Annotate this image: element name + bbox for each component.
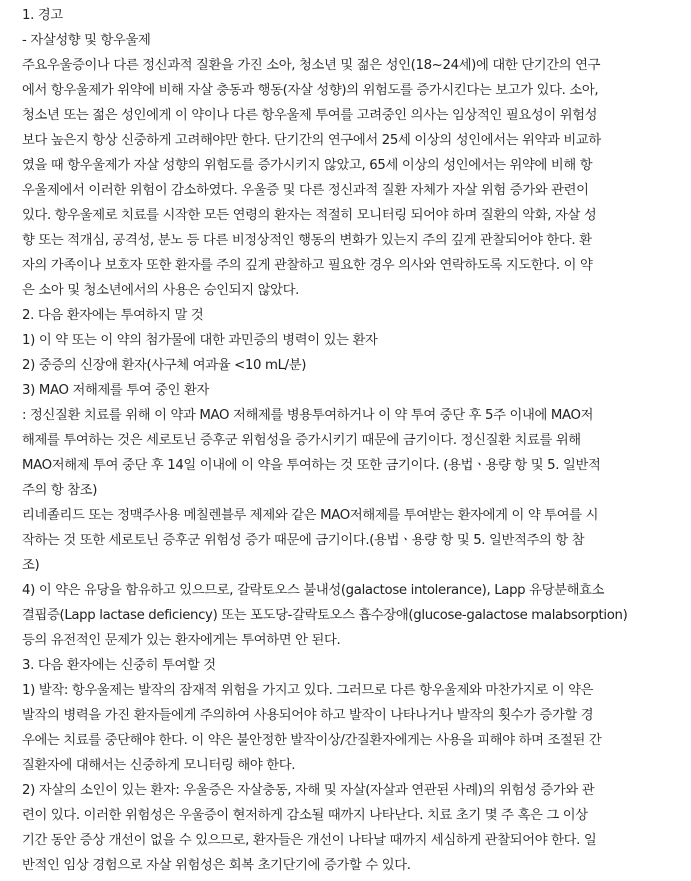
list-item: 3) MAO 저해제를 투여 중인 환자 bbox=[22, 383, 210, 398]
paragraph-line: 작하는 것 또한 세로토닌 증후군 위험성 증가 때문에 금기이다.(용법ㆍ용량 항 및 5. 일반적주의 항 참 bbox=[22, 533, 585, 548]
paragraph-line: 보다 높은지 항상 신중하게 고려해야만 한다. 단기간의 연구에서 25세 이상의 성인에서는 위약과 비교하 bbox=[22, 133, 601, 148]
paragraph-line: 우에는 치료를 중단해야 한다. 이 약은 불안정한 발작이상/간질환자에게는 사용을 피해야 하며 조절된 간 bbox=[22, 733, 602, 748]
paragraph-line: 리네졸리드 또는 정맥주사용 메칠렌블루 제제와 같은 MAO저해제를 투여받는 환자에게 이 약 투여를 시 bbox=[22, 508, 599, 523]
paragraph-line: 주요우울증이나 다른 정신과적 질환을 가진 소아, 청소년 및 젊은 성인(18~24세)에 대한 단기간의 연구 bbox=[22, 58, 601, 73]
list-item: 4) 이 약은 유당을 함유하고 있으므로, 갈락토오스 불내성(galactose intolerance), Lapp 유당분해효소 bbox=[22, 583, 605, 598]
paragraph-line: 자의 가족이나 보호자 또한 환자를 주의 깊게 관찰하고 필요한 경우 의사와 연락하도록 지도한다. 이 약 bbox=[22, 258, 593, 273]
list-item: 1) 발작: 항우울제는 발작의 잠재적 위험을 가지고 있다. 그러므로 다른 항우울제와 마찬가지로 이 약은 bbox=[22, 683, 594, 698]
paragraph-line: 였을 때 항우울제가 자살 성향의 위험도를 증가시키지 않았고, 65세 이상의 성인에서는 위약에 비해 항 bbox=[22, 158, 593, 173]
paragraph-line: 련이 있다. 이러한 위험성은 우울증이 현저하게 감소될 때까지 나타난다. 치료 초기 몇 주 혹은 그 이상 bbox=[22, 808, 588, 823]
paragraph-line: 질환자에 대해서는 신중하게 모니터링 해야 한다. bbox=[22, 758, 296, 773]
paragraph-line: 향 또는 적개심, 공격성, 분노 등 다른 비정상적인 행동의 변화가 있는지 주의 깊게 관찰되어야 한다. 환 bbox=[22, 233, 592, 248]
paragraph-line: 해제를 투여하는 것은 세로토닌 증후군 위험성을 증가시키기 때문에 금기이다. 정신질환 치료를 위해 bbox=[22, 433, 581, 448]
paragraph-line: 우울제에서 이러한 위험이 감소하였다. 우울증 및 다른 정신과적 질환 자체가 자살 위험 증가와 관련이 bbox=[22, 183, 589, 198]
paragraph-line: 에서 항우울제가 위약에 비해 자살 충동과 행동(자살 성향)의 위험도를 증가시킨다는 보고가 있다. 소아, bbox=[22, 83, 599, 98]
subheading-suicidality: - 자살성향 및 항우울제 bbox=[22, 33, 151, 48]
paragraph-line: 기간 동안 증상 개선이 없을 수 있으므로, 환자들은 개선이 나타날 때까지 세심하게 관찰되어야 한다. 일 bbox=[22, 833, 597, 848]
list-item: 1) 이 약 또는 이 약의 첨가물에 대한 과민증의 병력이 있는 환자 bbox=[22, 333, 378, 348]
paragraph-line: 조) bbox=[22, 558, 40, 573]
paragraph-line: 은 소아 및 청소년에서의 사용은 승인되지 않았다. bbox=[22, 283, 300, 298]
paragraph-line: 주의 항 참조) bbox=[22, 483, 98, 498]
paragraph-line: 발작의 병력을 가진 환자들에게 주의하여 사용되어야 하고 발작이 나타나거나 발작의 횟수가 증가할 경 bbox=[22, 708, 594, 723]
list-item: 2) 자살의 소인이 있는 환자: 우울증은 자살충동, 자해 및 자살(자살과 연관된 사례)의 위험성 증가와 관 bbox=[22, 783, 595, 798]
paragraph-line: 반적인 임상 경험으로 자살 위험성은 회복 초기단기에 증가할 수 있다. bbox=[22, 858, 411, 873]
heading-contraindications: 2. 다음 환자에는 투여하지 말 것 bbox=[22, 308, 204, 323]
paragraph-line: 등의 유전적인 문제가 있는 환자에게는 투여하면 안 된다. bbox=[22, 633, 341, 648]
paragraph-line: 결핍증(Lapp lactase deficiency) 또는 포도당-갈락토오스 흡수장애(glucose-galactose malabsorption) bbox=[22, 608, 628, 623]
paragraph-line: MAO저해제 투여 중단 후 14일 이내에 이 약을 투여하는 것 또한 금기이다. (용법ㆍ용량 항 및 5. 일반적 bbox=[22, 458, 601, 473]
paragraph-line: 청소년 또는 젊은 성인에게 이 약이나 다른 항우울제 투여를 고려중인 의사는 임상적인 필요성이 위험성 bbox=[22, 108, 598, 123]
heading-warning: 1. 경고 bbox=[22, 8, 63, 23]
paragraph-line: : 정신질환 치료를 위해 이 약과 MAO 저해제를 병용투여하거나 이 약 투여 중단 후 5주 이내에 MAO저 bbox=[22, 408, 594, 423]
paragraph-line: 있다. 항우울제로 치료를 시작한 모든 연령의 환자는 적절히 모니터링 되어야 하며 질환의 악화, 자살 성 bbox=[22, 208, 597, 223]
list-item: 2) 중증의 신장애 환자(사구체 여과율 <10 mL/분) bbox=[22, 358, 307, 373]
heading-careful-administration: 3. 다음 환자에는 신중히 투여할 것 bbox=[22, 658, 216, 673]
